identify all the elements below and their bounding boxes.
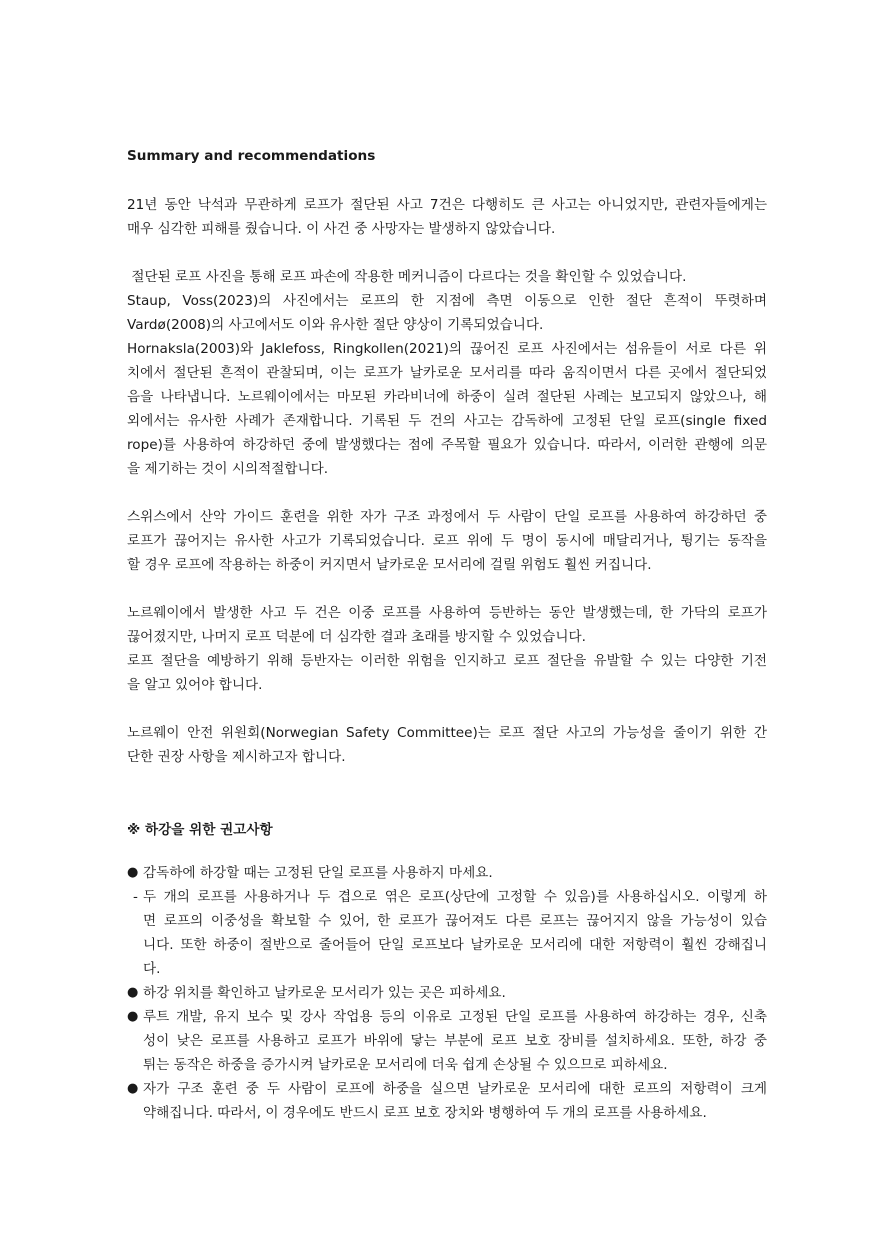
paragraph-line: 치에서 절단된 흔적이 관찰되며, 이는 로프가 날카로운 모서리를 따라 움직이면서 다른 곳에서 절단되었	[127, 365, 767, 381]
paragraph-line: Staup, Voss(2023)의 사진에서는 로프의 한 지점에 측면 이동으로 인한 절단 흔적이 뚜렷하며	[127, 293, 767, 309]
paragraph-line: Hornaksla(2003)와 Jaklefoss, Ringkollen(2021)의 끊어진 로프 사진에서는 섬유들이 서로 다른 위	[127, 341, 767, 357]
paragraph-line: 끊어졌지만, 나머지 로프 덕분에 더 심각한 결과 초래를 방지할 수 있었습니다.	[127, 629, 586, 645]
paragraph-line: 을 알고 있어야 합니다.	[127, 677, 263, 693]
recommendation-item: 루트 개발, 유지 보수 및 강사 작업용 등의 이유로 고정된 단일 로프를 사용하여 하강하는 경우, 신축	[143, 1009, 767, 1025]
paragraph-line: 음을 나타냅니다. 노르웨이에서는 마모된 카라비너에 하중이 실려 절단된 사례는 보고되지 않았으나, 해	[127, 389, 767, 405]
recommendation-item: 하강 위치를 확인하고 날카로운 모서리가 있는 곳은 피하세요.	[143, 985, 506, 1001]
bullet-icon: ●	[127, 985, 139, 1000]
paragraph-line: 할 경우 로프에 작용하는 하중이 커지면서 날카로운 모서리에 걸릴 위험도 훨씬 커집니다.	[127, 557, 652, 573]
recommendation-item: 감독하에 하강할 때는 고정된 단일 로프를 사용하지 마세요.	[143, 865, 493, 881]
paragraph-line: 노르웨이에서 발생한 사고 두 건은 이중 로프를 사용하여 등반하는 동안 발생했는데, 한 가닥의 로프가	[127, 605, 767, 621]
recommendations-heading: ※ 하강을 위한 권고사항	[127, 822, 273, 838]
paragraph-line: 스위스에서 산악 가이드 훈련을 위한 자가 구조 과정에서 두 사람이 단일 로프를 사용하여 하강하던 중	[127, 509, 767, 525]
paragraph-line: 로프가 끊어지는 유사한 사고가 기록되었습니다. 로프 위에 두 명이 동시에 매달리거나, 튕기는 동작을	[127, 533, 767, 549]
recommendation-item: 튀는 동작은 하중을 증가시켜 날카로운 모서리에 더욱 쉽게 손상될 수 있으므로 피하세요.	[143, 1057, 668, 1073]
bullet-icon: ●	[127, 865, 139, 880]
recommendation-detail: 다.	[143, 961, 161, 977]
recommendation-item: 약해집니다. 따라서, 이 경우에도 반드시 로프 보호 장치와 병행하여 두 개의 로프를 사용하세요.	[143, 1105, 707, 1121]
bullet-icon: ●	[127, 1081, 139, 1096]
recommendation-item: 성이 낮은 로프를 사용하고 로프가 바위에 닿는 부분에 로프 보호 장비를 설치하세요. 또한, 하강 중	[143, 1033, 767, 1049]
paragraph-line: 외에서는 유사한 사례가 존재합니다. 기록된 두 건의 사고는 감독하에 고정된 단일 로프(single fixed	[127, 413, 767, 429]
recommendation-item: 자가 구조 훈련 중 두 사람이 로프에 하중을 실으면 날카로운 모서리에 대한 로프의 저항력이 크게	[143, 1081, 767, 1097]
bullet-icon: ●	[127, 1009, 139, 1024]
recommendation-detail: 두 개의 로프를 사용하거나 두 겹으로 엮은 로프(상단에 고정할 수 있음)를 사용하십시오. 이렇게 하	[143, 889, 767, 905]
summary-heading: Summary and recommendations	[127, 148, 376, 164]
dash-icon: -	[133, 889, 138, 905]
paragraph-line: 노르웨이 안전 위원회(Norwegian Safety Committee)는 로프 절단 사고의 가능성을 줄이기 위한 간	[127, 725, 767, 741]
paragraph-line: 로프 절단을 예방하기 위해 등반자는 이러한 위험을 인지하고 로프 절단을 유발할 수 있는 다양한 기전	[127, 653, 767, 669]
paragraph-line: rope)를 사용하여 하강하던 중에 발생했다는 점에 주목할 필요가 있습니다. 따라서, 이러한 관행에 의문	[127, 437, 767, 453]
paragraph-line: 매우 심각한 피해를 줬습니다. 이 사건 중 사망자는 발생하지 않았습니다.	[127, 221, 556, 237]
paragraph-line: Vardø(2008)의 사고에서도 이와 유사한 절단 양상이 기록되었습니다.	[127, 317, 544, 333]
paragraph-line: 을 제기하는 것이 시의적절합니다.	[127, 461, 329, 477]
recommendation-detail: 면 로프의 이중성을 확보할 수 있어, 한 로프가 끊어져도 다른 로프는 끊어지지 않을 가능성이 있습	[143, 913, 767, 929]
paragraph-line: 21년 동안 낙석과 무관하게 로프가 절단된 사고 7건은 다행히도 큰 사고는 아니었지만, 관련자들에게는	[127, 197, 767, 213]
paragraph-line: 단한 권장 사항을 제시하고자 합니다.	[127, 749, 346, 765]
recommendation-detail: 니다. 또한 하중이 절반으로 줄어들어 단일 로프보다 날카로운 모서리에 대한 저항력이 훨씬 강해집니	[143, 937, 767, 953]
paragraph-line: 절단된 로프 사진을 통해 로프 파손에 작용한 메커니즘이 다르다는 것을 확인할 수 있었습니다.	[127, 269, 687, 285]
